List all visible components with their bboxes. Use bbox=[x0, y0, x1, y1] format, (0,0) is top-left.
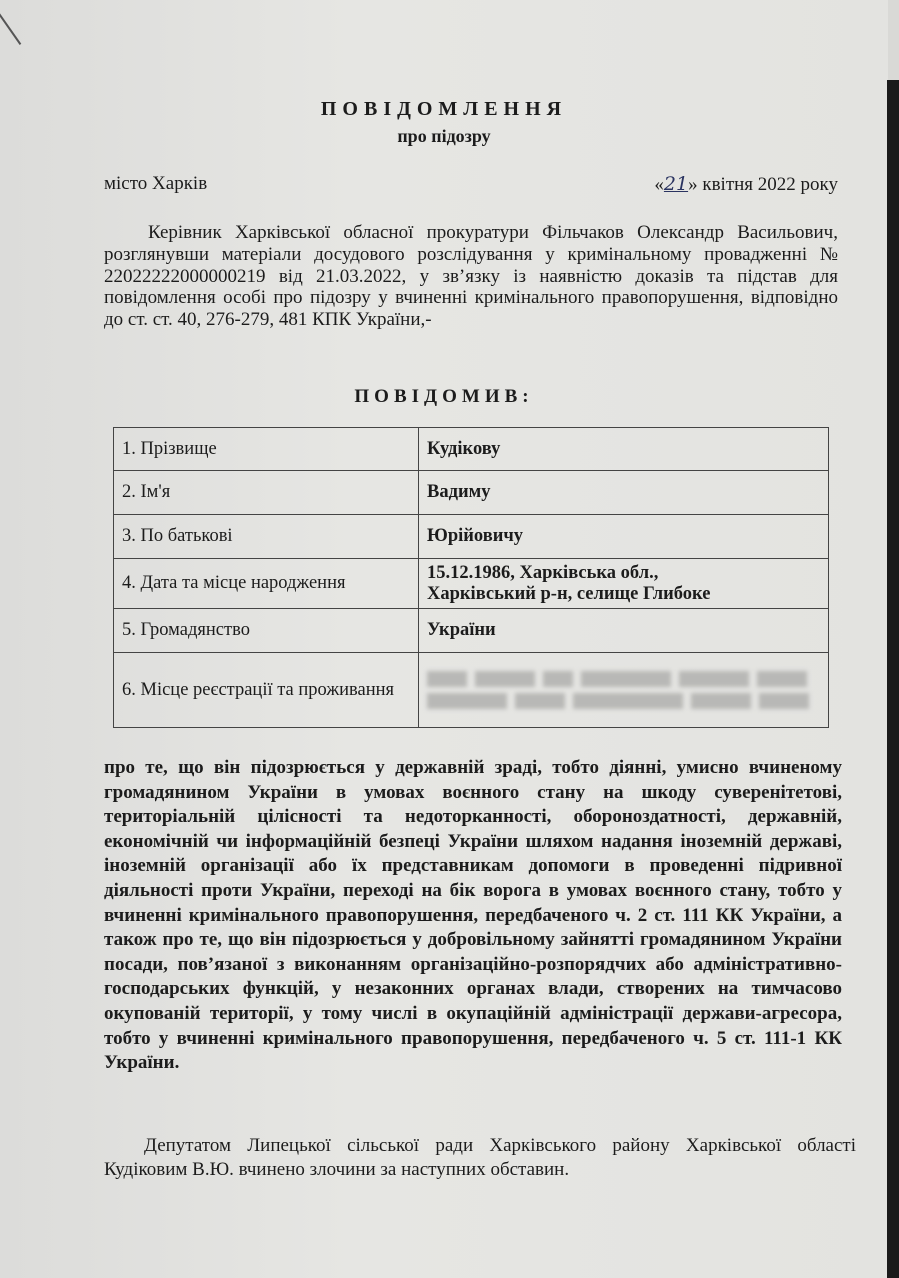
row-value: України bbox=[419, 609, 829, 653]
table-row bbox=[114, 471, 829, 515]
date-rest: квітня 2022 року bbox=[702, 174, 838, 195]
page-corner-mark bbox=[0, 11, 21, 45]
row-label: 5. Громадянство bbox=[114, 609, 419, 653]
row-value: Вадиму bbox=[419, 471, 829, 515]
document-date: «21» квітня 2022 року bbox=[654, 173, 838, 195]
birth-place-line: Харківський р-н, селище Глибоке bbox=[427, 583, 711, 604]
date-day-handwritten: 21 bbox=[663, 173, 689, 195]
announce-heading: ПОВІДОМИВ: bbox=[354, 386, 534, 407]
table-row bbox=[114, 428, 829, 471]
suspect-info-table bbox=[113, 427, 829, 728]
birth-date-line: 15.12.1986, Харківська обл., bbox=[427, 562, 659, 583]
table-row bbox=[114, 653, 829, 728]
circumstances-paragraph: Депутатом Липецької сільської ради Харківського району Харківської області Кудіковим В.Ю. вчинено злочини за наступних обставин. bbox=[104, 1135, 856, 1180]
document-title: ПОВІДОМЛЕННЯ bbox=[320, 98, 568, 120]
city: місто Харків bbox=[104, 173, 208, 194]
row-label: 1. Прізвище bbox=[114, 428, 419, 471]
table-row bbox=[114, 559, 829, 609]
row-label: 4. Дата та місце народження bbox=[114, 559, 419, 609]
row-value bbox=[419, 559, 829, 609]
row-value-redacted bbox=[419, 653, 829, 728]
photo-dark-edge bbox=[887, 80, 899, 1278]
row-label: 2. Ім'я bbox=[114, 471, 419, 515]
document-subtitle: про підозру bbox=[397, 126, 491, 146]
redacted-address bbox=[427, 671, 820, 709]
table-row bbox=[114, 609, 829, 653]
row-label: 3. По батькові bbox=[114, 515, 419, 559]
table-row bbox=[114, 515, 829, 559]
suspicion-paragraph: про те, що він підозрюється у державній зраді, тобто діянні, умисно вчиненому громадянином України в умовах воєнного стану на шкоду суверенітетові, територіальній цілісності та недоторканності, обороноздатності, державній, економічній чи інформаційній безпеці України шляхом надання іноземній державі, іноземній організації або їх представникам допомоги в проведенні підривної діяльності проти України, переході на бік ворога в умовах воєнного стану, тобто у вчиненні кримінального правопорушення, передбаченого ч. 2 ст. 111 КК України, а також про те, що він підозрюється у добровільному зайнятті громадянином України посади, пов’язаної з виконанням організаційно-розпорядчих або адміністративно-господарських функцій, у незаконних органах влади, створених на тимчасово окупованій території, у тому числі в окупаційній адміністрації держави-агресора, тобто у вчиненні кримінального правопорушення, передбаченого ч. 5 ст. 111-1 КК України. bbox=[104, 757, 842, 1074]
intro-paragraph: Керівник Харківської обласної прокуратури Фільчаков Олександр Васильович, розглянувши матеріали досудового розслідування у кримінальному провадженні № 22022222000000219 від 21.03.2022, у зв’язку із наявністю доказів та підстав для повідомлення особі про підозру у вчиненні кримінального правопорушення, відповідно до ст. ст. 40, 276-279, 481 КПК України,- bbox=[104, 222, 838, 331]
row-value: Кудікову bbox=[419, 428, 829, 471]
row-value: Юрійовичу bbox=[419, 515, 829, 559]
row-label: 6. Місце реєстрації та проживання bbox=[114, 653, 419, 728]
